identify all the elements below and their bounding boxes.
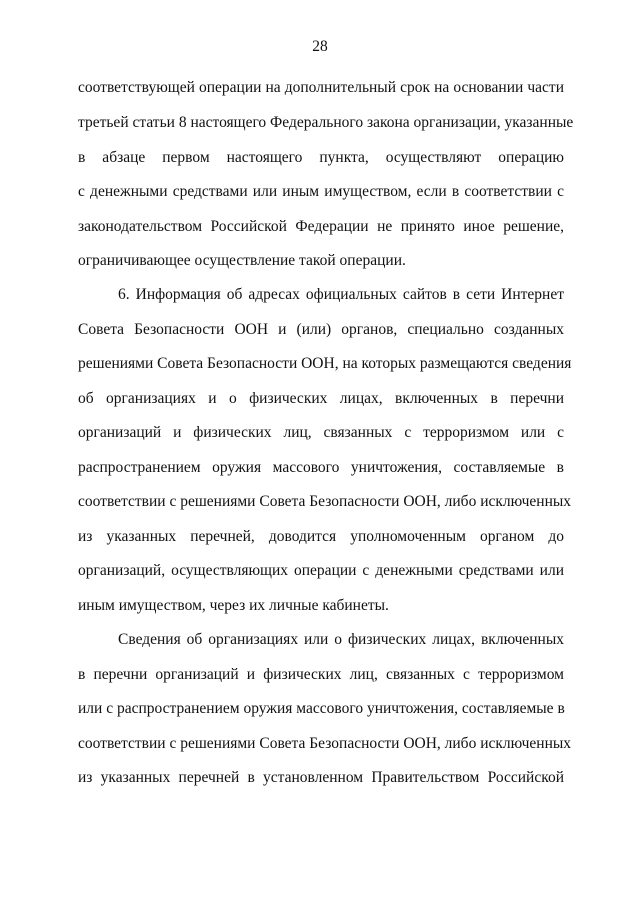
paragraph-first-line: Сведения об организациях или о физических лицах, включенных — [118, 631, 564, 648]
text-line: организаций, осуществляющих операции с денежными средствами или — [78, 562, 564, 579]
paragraph-6-first-line: 6. Информация об адресах официальных сайтов в сети Интернет — [118, 286, 564, 303]
text-line: решениями Совета Безопасности ООН, на которых размещаются сведения — [78, 355, 572, 372]
text-line: ограничивающее осуществление такой операции. — [78, 252, 406, 269]
text-line: иным имуществом, через их личные кабинеты. — [78, 597, 389, 614]
text-line: соответствии с решениями Совета Безопасности ООН, либо исключенных — [78, 493, 572, 510]
text-line: из указанных перечней в установленном Правительством Российской — [78, 769, 564, 786]
text-line: организаций и физических лиц, связанных с терроризмом или с — [78, 424, 564, 441]
text-line: распространением оружия массового уничтожения, составляемые в — [78, 459, 564, 476]
text-line: законодательством Российской Федерации не принято иное решение, — [78, 218, 564, 235]
text-line: в перечни организаций и физических лиц, связанных с терроризмом — [78, 666, 564, 683]
text-line: или с распространением оружия массового уничтожения, составляемые в — [78, 700, 565, 717]
text-line: из указанных перечней, доводится уполномоченным органом до — [78, 528, 564, 545]
text-line: с денежными средствами или иным имуществом, если в соответствии с — [78, 183, 564, 200]
text-line: об организациях и о физических лицах, включенных в перечни — [78, 390, 564, 407]
page-number: 28 — [312, 38, 328, 55]
text-line: Совета Безопасности ООН и (или) органов, специально созданных — [78, 321, 564, 338]
text-line: соответствии с решениями Совета Безопасности ООН, либо исключенных — [78, 735, 572, 752]
text-line: третьей статьи 8 настоящего Федерального закона организации, указанные — [78, 114, 574, 131]
text-line: соответствующей операции на дополнительный срок на основании части — [78, 79, 564, 96]
text-line: в абзаце первом настоящего пункта, осуществляют операцию — [78, 149, 564, 166]
